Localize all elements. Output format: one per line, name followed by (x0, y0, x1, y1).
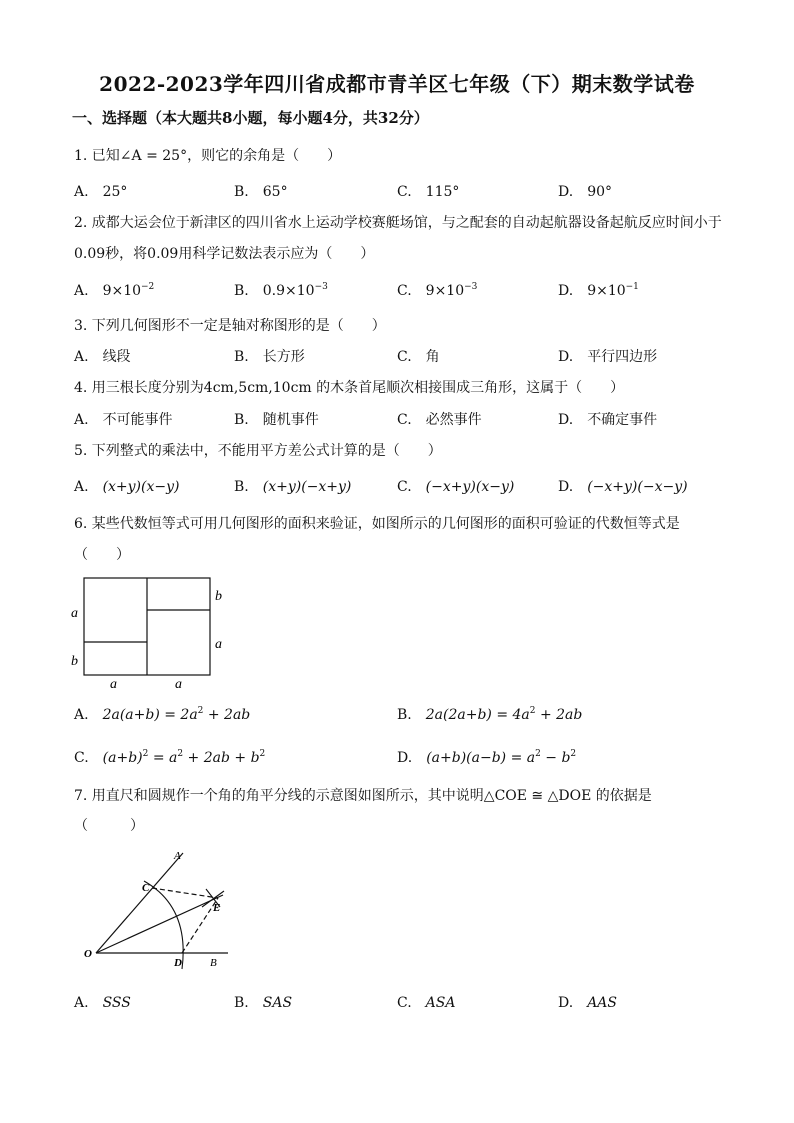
question-6-option-b[interactable]: B. $2a(2a+b) = 4a^2 + 2ab$ (397, 706, 583, 723)
question-6-option-c[interactable]: C. $(a+b)^2 = a^2 + 2ab + b^2$ (74, 749, 266, 766)
question-1-option-a[interactable]: A. 25° (74, 184, 128, 200)
question-3-option-b[interactable]: B. 长方形 (234, 349, 305, 365)
question-5-option-b[interactable]: B. (x+y)(−x+y) (234, 479, 352, 495)
question-6-option-d[interactable]: D. $(a+b)(a-b) = a^2 - b^2$ (397, 749, 577, 766)
question-7-option-d[interactable]: D. AAS (558, 995, 617, 1011)
page-title: 2022-2023学年四川省成都市青羊区七年级（下）期末数学试卷 (99, 72, 695, 96)
point-label-c: C (142, 882, 150, 894)
question-6-figure (60, 570, 240, 695)
point-label-b: B (210, 957, 217, 969)
point-label-d: D (174, 957, 182, 969)
ray-oa (96, 853, 183, 953)
dashed-segment-ce (152, 888, 218, 898)
question-5-stem: 5. 下列整式的乘法中，不能用平方差公式计算的是（ ） (74, 443, 442, 459)
question-5-option-a[interactable]: A. (x+y)(x−y) (74, 479, 180, 495)
question-5-option-d[interactable]: D. (−x+y)(−x−y) (558, 479, 688, 495)
label-a-left: a (71, 606, 78, 621)
question-7-stem-line-2: （ ） (74, 818, 144, 834)
point-label-a: A (174, 850, 181, 862)
point-label-o: O (84, 948, 92, 960)
question-6-stem-line-1: 6. 某些代数恒等式可用几何图形的面积来验证，如图所示的几何图形的面积可验证的代数恒等式是 (74, 516, 680, 532)
label-a-right: a (215, 637, 222, 652)
question-1-option-b[interactable]: B. 65° (234, 184, 288, 200)
question-1-option-d[interactable]: D. 90° (558, 184, 613, 200)
question-6-option-a[interactable]: A. $2a(a+b) = 2a^2 + 2ab$ (74, 706, 251, 723)
question-5-option-c[interactable]: C. (−x+y)(x−y) (397, 479, 515, 495)
question-6-stem-line-2: （ ） (74, 547, 130, 563)
question-2-option-d[interactable]: D. $9\times 10^{-1}$ (558, 282, 639, 299)
question-7-stem-line-1: 7. 用直尺和圆规作一个角的角平分线的示意图如图所示，其中说明△COE ≅ △DOE 的依据是 (74, 788, 652, 804)
question-7-option-b[interactable]: B. SAS (234, 995, 293, 1011)
label-a-bottom-right: a (175, 677, 182, 692)
question-2-stem-line-2: 0.09秒，将0.09用科学记数法表示应为（ ） (74, 246, 375, 262)
compass-arc-cd (144, 881, 183, 969)
label-a-bottom-left: a (110, 677, 117, 692)
label-b-right: b (215, 589, 222, 604)
question-4-stem: 4. 用三根长度分别为4cm,5cm,10cm 的木条首尾顺次相接围成三角形，这属于（ ） (74, 380, 625, 396)
question-7-option-c[interactable]: C. ASA (397, 995, 456, 1011)
question-3-option-a[interactable]: A. 线段 (74, 349, 131, 365)
bisector-oe (96, 895, 223, 953)
section-heading: 一、选择题（本大题共8小题，每小题4分，共32分） (72, 109, 429, 127)
question-4-option-b[interactable]: B. 随机事件 (234, 412, 319, 428)
question-4-option-a[interactable]: A. 不可能事件 (74, 412, 173, 428)
question-2-option-c[interactable]: C. $9\times 10^{-3}$ (397, 282, 478, 299)
question-2-option-b[interactable]: B. $0.9\times 10^{-3}$ (234, 282, 328, 299)
question-2-option-a[interactable]: A. $9\times 10^{-2}$ (74, 282, 155, 299)
question-3-option-d[interactable]: D. 平行四边形 (558, 349, 658, 365)
question-1-option-c[interactable]: C. 115° (397, 184, 460, 200)
question-7-option-a[interactable]: A. SSS (74, 995, 131, 1011)
question-4-option-d[interactable]: D. 不确定事件 (558, 412, 658, 428)
question-2-stem-line-1: 2. 成都大运会位于新津区的四川省水上运动学校赛艇场馆，与之配套的自动起航器设备起航反应时间小于 (74, 215, 722, 231)
question-7-figure (78, 845, 248, 975)
question-4-option-c[interactable]: C. 必然事件 (397, 412, 482, 428)
label-b-left: b (71, 654, 78, 669)
question-1-stem: 1. 已知∠A = 25°，则它的余角是（ ） (74, 148, 342, 164)
question-3-stem: 3. 下列几何图形不一定是轴对称图形的是（ ） (74, 318, 386, 334)
point-label-e: E (213, 902, 221, 914)
question-3-option-c[interactable]: C. 角 (397, 349, 440, 365)
